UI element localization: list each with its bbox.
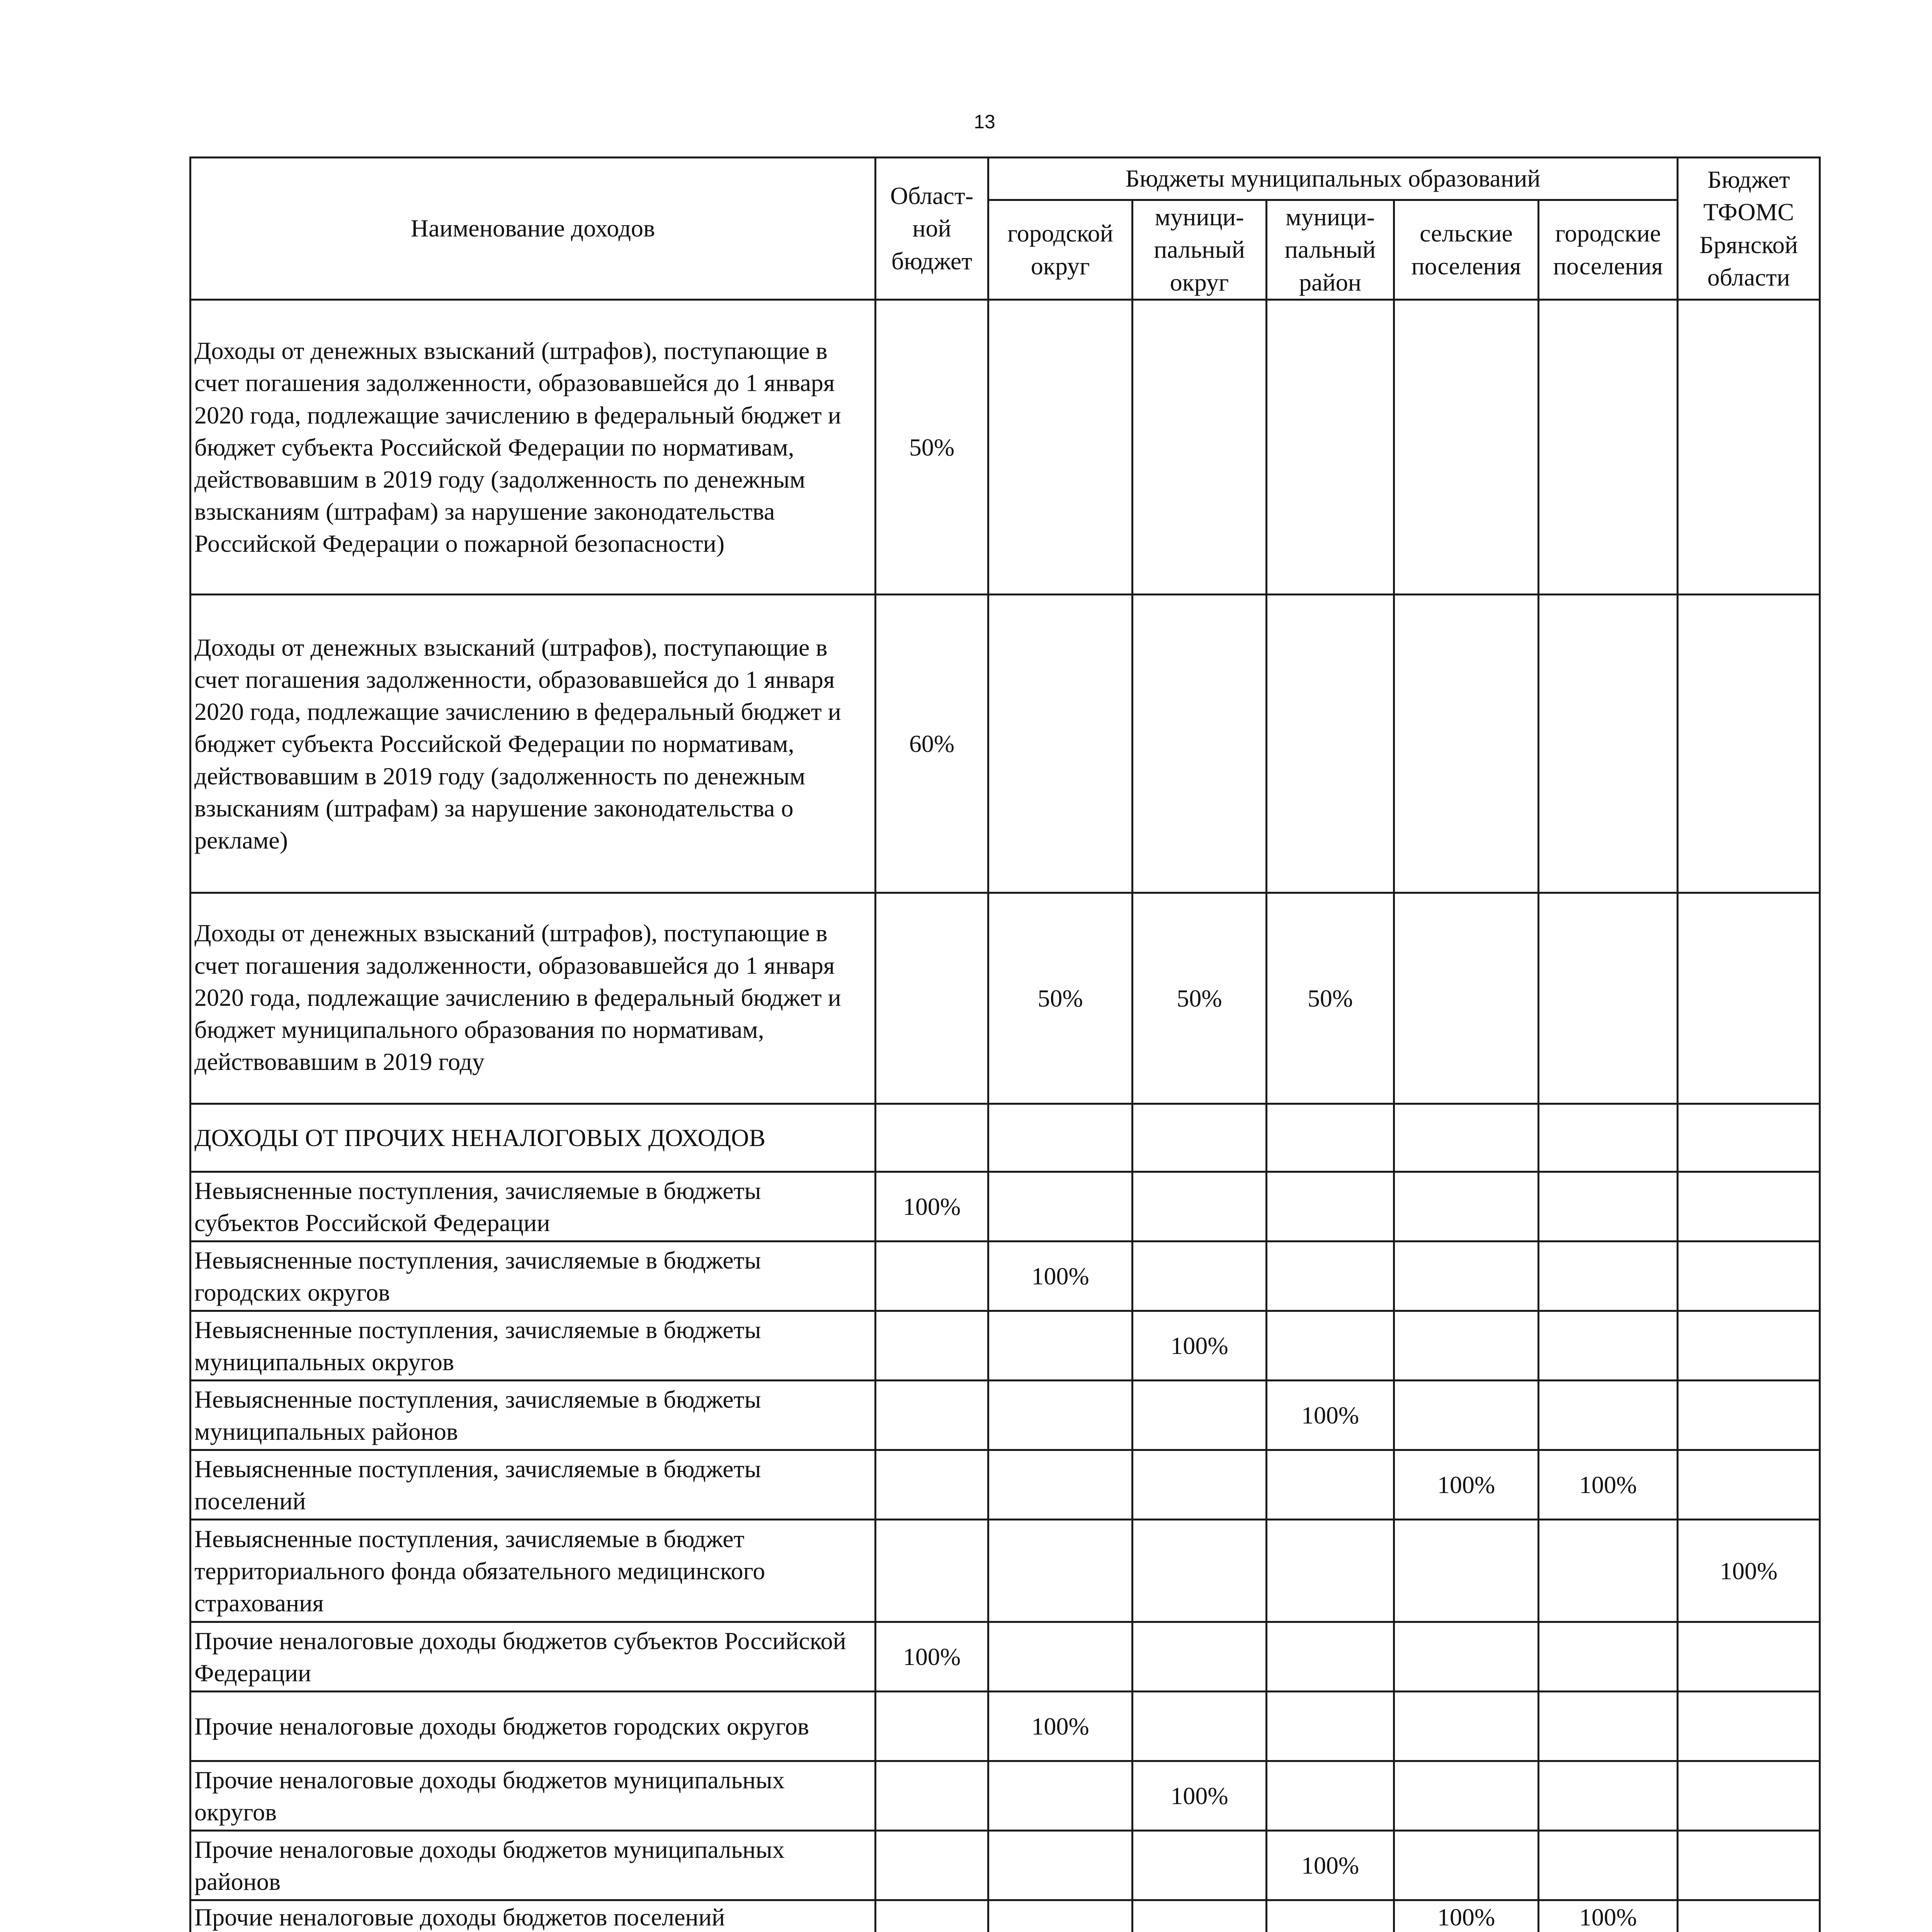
value-rural <box>1394 893 1539 1104</box>
table-row <box>190 1622 1820 1692</box>
value-tfoms <box>1678 300 1820 595</box>
revenue-distribution-table <box>189 156 1821 1932</box>
value-city-district: 100% <box>988 1242 1133 1311</box>
value-tfoms <box>1678 1831 1820 1900</box>
value-city-district <box>988 1761 1133 1831</box>
value-city-district <box>988 1900 1133 1932</box>
income-name: Невыясненные поступления, зачисляемые в бюджеты субъектов Российской Федерации <box>190 1172 876 1242</box>
value-regional <box>876 1900 988 1932</box>
page-number: 13 <box>974 111 995 133</box>
value-municipal-okrug <box>1133 1450 1267 1520</box>
income-name: Невыясненные поступления, зачисляемые в бюджеты поселений <box>190 1450 876 1520</box>
value-tfoms <box>1678 893 1820 1104</box>
value-rural <box>1394 1622 1539 1692</box>
value-urban: 100% <box>1539 1900 1678 1932</box>
value-regional <box>876 1242 988 1311</box>
value-urban <box>1539 1520 1678 1622</box>
value-tfoms <box>1678 1381 1820 1450</box>
table-row <box>190 1450 1820 1520</box>
value-tfoms <box>1678 1242 1820 1311</box>
value-municipal-raion <box>1267 300 1394 595</box>
value-city-district <box>988 1172 1133 1242</box>
value-municipal-okrug <box>1133 1381 1267 1450</box>
value-regional <box>876 1311 988 1381</box>
value-regional <box>876 1692 988 1761</box>
value-municipal-raion <box>1267 1900 1394 1932</box>
value-city-district: 100% <box>988 1692 1133 1761</box>
value-rural <box>1394 300 1539 595</box>
value-municipal-raion <box>1267 1311 1394 1381</box>
table-row <box>190 300 1820 595</box>
value-city-district <box>988 1450 1133 1520</box>
table-row <box>190 1311 1820 1381</box>
value-rural <box>1394 1172 1539 1242</box>
value-tfoms <box>1678 1900 1820 1932</box>
value-municipal-okrug <box>1133 1520 1267 1622</box>
value-city-district <box>988 1831 1133 1900</box>
section-row <box>190 1104 1820 1172</box>
value-city-district <box>988 300 1133 595</box>
value-urban <box>1539 595 1678 893</box>
value-regional <box>876 1450 988 1520</box>
header-regional-budget: Област- ной бюджет <box>876 158 988 300</box>
table-body <box>190 300 1820 1932</box>
value-urban <box>1539 893 1678 1104</box>
value-city-district: 50% <box>988 893 1133 1104</box>
value-rural: 100% <box>1394 1900 1539 1932</box>
value-regional: 60% <box>876 595 988 893</box>
table-row <box>190 1242 1820 1311</box>
value-rural <box>1394 1831 1539 1900</box>
value-tfoms <box>1678 1172 1820 1242</box>
income-name: Невыясненные поступления, зачисляемые в бюджеты муниципальных районов <box>190 1381 876 1450</box>
value-rural <box>1394 1761 1539 1831</box>
value-urban <box>1539 1311 1678 1381</box>
income-name: Прочие неналоговые доходы бюджетов муниципальных округов <box>190 1761 876 1831</box>
value-tfoms <box>1678 1104 1820 1172</box>
table-row <box>190 1172 1820 1242</box>
value-rural <box>1394 1520 1539 1622</box>
value-municipal-raion <box>1267 1172 1394 1242</box>
value-urban <box>1539 1692 1678 1761</box>
income-name: Доходы от денежных взысканий (штрафов), поступающие в счет погашения задолженности, образовавшейся до 1 января 2020 года, подлежащие зачислению в федеральный бюджет и бюджет субъекта Российской Федерации по нормативам, действовавшим в 2019 году (задолженность по денежным взысканиям (штрафам) за нарушение законодательства о рекламе) <box>190 595 876 893</box>
value-city-district <box>988 1622 1133 1692</box>
header-rural-settlements: сельские поселения <box>1394 200 1539 300</box>
table-row <box>190 595 1820 893</box>
value-municipal-raion <box>1267 1104 1394 1172</box>
value-tfoms <box>1678 595 1820 893</box>
income-name: Доходы от денежных взысканий (штрафов), поступающие в счет погашения задолженности, образовавшейся до 1 января 2020 года, подлежащие зачислению в федеральный бюджет и бюджет субъекта Российской Федерации по нормативам, действовавшим в 2019 году (задолженность по денежным взысканиям (штрафам) за нарушение законодательства Российской Федерации о пожарной безопасности) <box>190 300 876 595</box>
table-row <box>190 893 1820 1104</box>
income-name: Прочие неналоговые доходы бюджетов поселений <box>190 1900 876 1932</box>
value-regional: 50% <box>876 300 988 595</box>
income-name: Невыясненные поступления, зачисляемые в бюджеты муниципальных округов <box>190 1311 876 1381</box>
value-municipal-raion <box>1267 1692 1394 1761</box>
header-city-district: городской округ <box>988 200 1133 300</box>
value-municipal-raion <box>1267 1242 1394 1311</box>
value-urban: 100% <box>1539 1450 1678 1520</box>
value-municipal-raion: 100% <box>1267 1831 1394 1900</box>
value-city-district <box>988 1104 1133 1172</box>
income-name: Невыясненные поступления, зачисляемые в бюджеты городских округов <box>190 1242 876 1311</box>
value-municipal-okrug <box>1133 595 1267 893</box>
value-tfoms <box>1678 1761 1820 1831</box>
value-rural: 100% <box>1394 1450 1539 1520</box>
value-urban <box>1539 1622 1678 1692</box>
table-row <box>190 1520 1820 1622</box>
value-urban <box>1539 1104 1678 1172</box>
value-rural <box>1394 1381 1539 1450</box>
value-regional: 100% <box>876 1172 988 1242</box>
value-city-district <box>988 1381 1133 1450</box>
value-rural <box>1394 595 1539 893</box>
value-municipal-raion <box>1267 595 1394 893</box>
value-urban <box>1539 1381 1678 1450</box>
value-municipal-raion <box>1267 1450 1394 1520</box>
value-municipal-okrug <box>1133 1831 1267 1900</box>
value-municipal-okrug: 100% <box>1133 1311 1267 1381</box>
table-row <box>190 1831 1820 1900</box>
value-tfoms: 100% <box>1678 1520 1820 1622</box>
value-municipal-raion: 50% <box>1267 893 1394 1104</box>
income-name: Прочие неналоговые доходы бюджетов субъектов Российской Федерации <box>190 1622 876 1692</box>
table-row <box>190 1381 1820 1450</box>
income-name: Невыясненные поступления, зачисляемые в бюджет территориального фонда обязательного медицинского страхования <box>190 1520 876 1622</box>
value-urban <box>1539 1831 1678 1900</box>
value-city-district <box>988 1520 1133 1622</box>
income-name: Прочие неналоговые доходы бюджетов муниципальных районов <box>190 1831 876 1900</box>
value-urban <box>1539 1242 1678 1311</box>
value-rural <box>1394 1242 1539 1311</box>
value-tfoms <box>1678 1622 1820 1692</box>
value-regional <box>876 1381 988 1450</box>
value-rural <box>1394 1692 1539 1761</box>
value-regional <box>876 1831 988 1900</box>
value-municipal-okrug <box>1133 1900 1267 1932</box>
value-municipal-raion <box>1267 1761 1394 1831</box>
table-row <box>190 1761 1820 1831</box>
value-tfoms <box>1678 1450 1820 1520</box>
value-municipal-okrug <box>1133 1104 1267 1172</box>
value-urban <box>1539 1172 1678 1242</box>
value-municipal-okrug: 100% <box>1133 1761 1267 1831</box>
header-urban-settlements: городские поселения <box>1539 200 1678 300</box>
value-urban <box>1539 300 1678 595</box>
value-regional: 100% <box>876 1622 988 1692</box>
value-tfoms <box>1678 1692 1820 1761</box>
value-regional <box>876 893 988 1104</box>
table-row <box>190 1692 1820 1761</box>
value-rural <box>1394 1311 1539 1381</box>
value-municipal-okrug <box>1133 300 1267 595</box>
income-name: Прочие неналоговые доходы бюджетов городских округов <box>190 1692 876 1761</box>
value-municipal-raion: 100% <box>1267 1381 1394 1450</box>
value-municipal-okrug <box>1133 1242 1267 1311</box>
value-municipal-raion <box>1267 1622 1394 1692</box>
section-title: ДОХОДЫ ОТ ПРОЧИХ НЕНАЛОГОВЫХ ДОХОДОВ <box>190 1104 876 1172</box>
value-municipal-okrug <box>1133 1622 1267 1692</box>
header-municipal-raion: муници- пальный район <box>1267 200 1394 300</box>
value-rural <box>1394 1104 1539 1172</box>
table-row <box>190 1900 1820 1932</box>
header-name: Наименование доходов <box>190 158 876 300</box>
value-regional <box>876 1104 988 1172</box>
header-tfoms-budget: Бюджет ТФОМС Брянской области <box>1678 158 1820 300</box>
value-regional <box>876 1761 988 1831</box>
income-name: Доходы от денежных взысканий (штрафов), поступающие в счет погашения задолженности, образовавшейся до 1 января 2020 года, подлежащие зачислению в федеральный бюджет и бюджет муниципального образования по нормативам, действовавшим в 2019 году <box>190 893 876 1104</box>
value-municipal-okrug <box>1133 1172 1267 1242</box>
value-municipal-okrug <box>1133 1692 1267 1761</box>
value-municipal-okrug: 50% <box>1133 893 1267 1104</box>
value-regional <box>876 1520 988 1622</box>
value-tfoms <box>1678 1311 1820 1381</box>
value-urban <box>1539 1761 1678 1831</box>
header-municipal-budgets: Бюджеты муниципальных образований <box>988 158 1678 200</box>
header-municipal-okrug: муници- пальный округ <box>1133 200 1267 300</box>
value-municipal-raion <box>1267 1520 1394 1622</box>
value-city-district <box>988 595 1133 893</box>
value-city-district <box>988 1311 1133 1381</box>
